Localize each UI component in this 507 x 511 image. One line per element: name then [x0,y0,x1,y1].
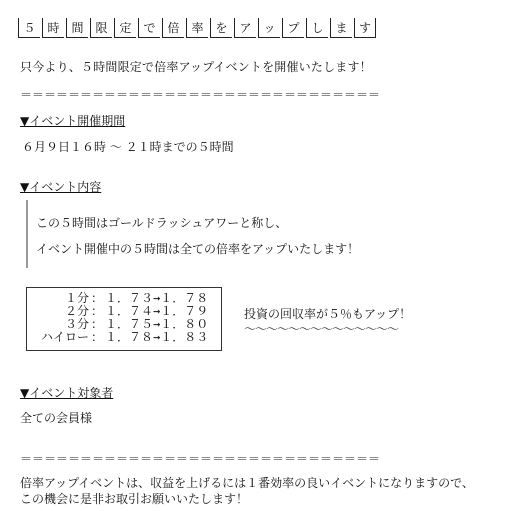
rate-value: １．７５→１．８０ [105,317,209,331]
title-char: ア [234,18,256,38]
title-char: 率 [186,18,208,38]
rate-value: １．７３→１．７８ [105,291,209,305]
title-char: プ [282,18,304,38]
footer-text: 倍率アップイベントは、収益を上げるには１番効率の良いイベントになりますので、この機会に是非お取引お願いいたします！ [20,476,474,506]
title-char: 倍 [162,18,184,38]
target-text: 全ての会員様 [20,411,93,425]
title-banner [18,18,376,38]
title-char: ッ [258,18,280,38]
section-heading-period: ▼イベント開催期間 [20,114,126,128]
content-line-1: この５時間はゴールドラッシュアワーと称し、 [36,216,288,230]
rate-value: １．７８→１．８３ [105,330,209,344]
rate-separator: ： [90,304,103,318]
rate-label: １分 [64,291,89,305]
rate-label: ハイロー [40,330,89,344]
rate-separator: ： [90,291,103,305]
rate-separator: ： [90,317,103,331]
title-char: ま [330,18,352,38]
rate-note-underline: ～～～～～～～～～～～～～～ [244,322,399,336]
rate-row [33,331,215,344]
content-quote [26,200,468,268]
divider-bottom: ＝＝＝＝＝＝＝＝＝＝＝＝＝＝＝＝＝＝＝＝＝＝＝＝＝＝＝＝＝＝ [20,452,381,466]
section-heading-content: ▼イベント内容 [20,180,102,194]
section-heading-target: ▼イベント対象者 [20,386,114,400]
title-char: で [138,18,160,38]
divider-top: ＝＝＝＝＝＝＝＝＝＝＝＝＝＝＝＝＝＝＝＝＝＝＝＝＝＝＝＝＝＝ [20,88,381,102]
title-char: 間 [66,18,88,38]
title-char: し [306,18,328,38]
rate-value: １．７４→１．７９ [105,304,209,318]
title-char: を [210,18,232,38]
rate-label: ２分 [64,304,89,318]
title-char: 時 [42,18,64,38]
title-char: 定 [114,18,136,38]
content-line-2: イベント開催中の５時間は全ての倍率をアップいたします！ [36,242,360,256]
rate-note: 投資の回収率が５％もアップ！ [244,307,412,321]
rate-table [26,287,222,351]
rate-separator: ： [90,330,103,344]
title-char: ５ [18,18,40,38]
period-text: ６月９日１６時 ～ ２１時までの５時間 [22,140,234,154]
title-char: す [354,18,376,38]
title-char: 限 [90,18,112,38]
intro-text: 只今より、５時間限定で倍率アップイベントを開催いたします！ [20,60,372,74]
rate-label: ３分 [64,317,89,331]
